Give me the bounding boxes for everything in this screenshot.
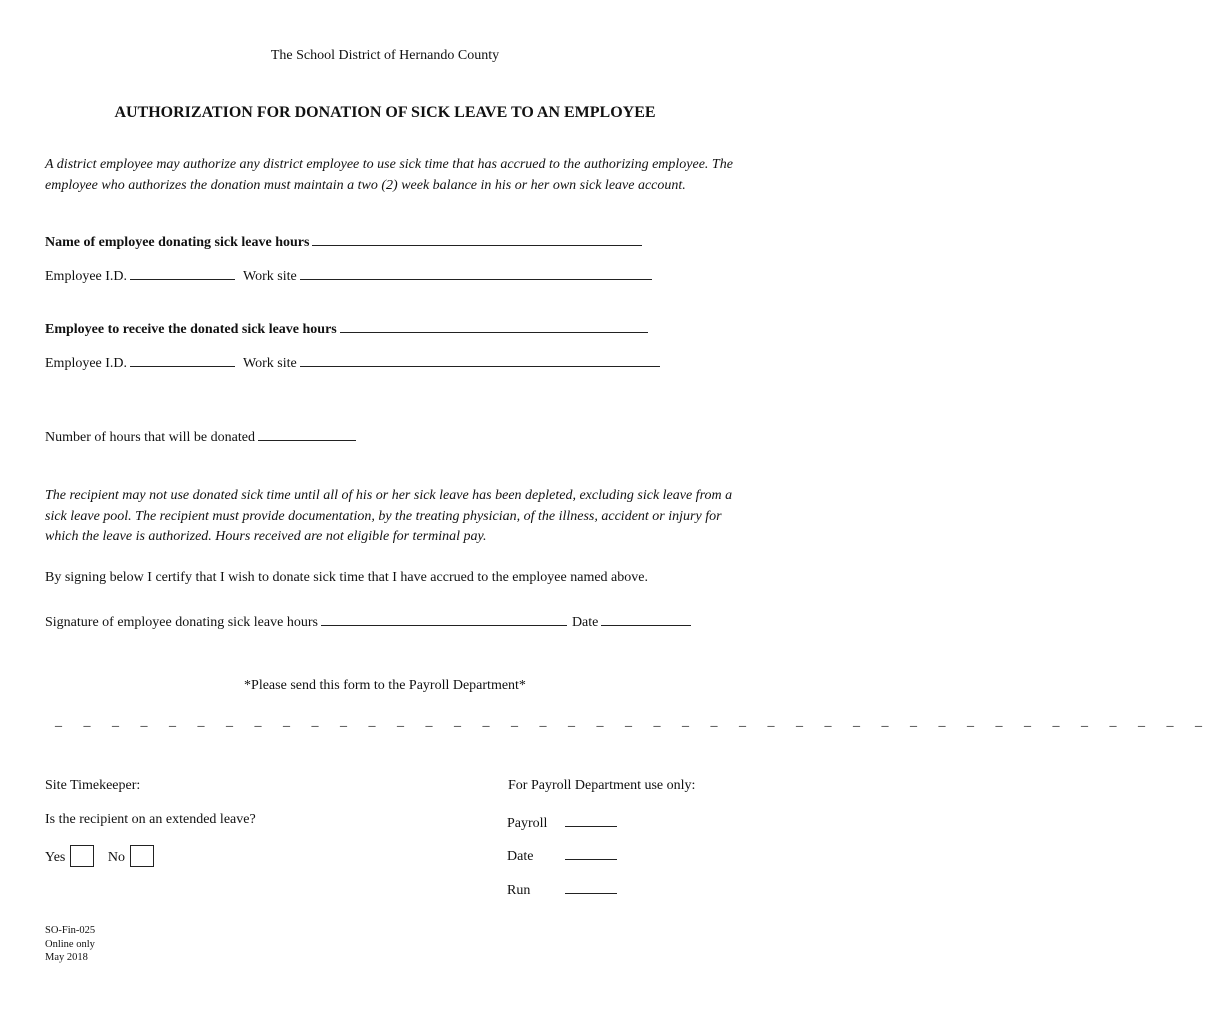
recipient-id-field[interactable] xyxy=(130,352,235,367)
recipient-id-row xyxy=(45,352,660,372)
hours-row xyxy=(45,426,356,446)
recipient-name-field[interactable] xyxy=(340,318,648,333)
donor-name-row xyxy=(45,231,642,251)
signature-date-label: Date xyxy=(571,615,599,630)
recipient-id-label: Employee I.D. xyxy=(45,356,128,371)
payroll-run-field[interactable] xyxy=(565,879,617,894)
no-checkbox[interactable] xyxy=(130,845,154,867)
recipient-name-row xyxy=(45,318,648,338)
donor-name-label: Name of employee donating sick leave hours xyxy=(45,235,310,250)
recipient-name-label: Employee to receive the donated sick leave hours xyxy=(45,322,337,337)
extended-leave-options xyxy=(45,845,155,867)
yes-checkbox[interactable] xyxy=(70,845,94,867)
availability-note: Online only xyxy=(45,938,95,950)
district-name: The School District of Hernando County xyxy=(270,48,500,63)
yes-label: Yes xyxy=(45,850,66,865)
revision-date: May 2018 xyxy=(45,952,88,963)
donor-worksite-label: Work site xyxy=(243,269,297,284)
donor-worksite-field[interactable] xyxy=(300,265,652,280)
hours-label: Number of hours that will be donated xyxy=(45,430,255,445)
payroll-field[interactable] xyxy=(565,812,617,827)
payroll-date-row xyxy=(507,845,617,865)
signature-field[interactable] xyxy=(321,611,567,626)
signature-label: Signature of employee donating sick leave hours xyxy=(45,615,318,630)
payroll-run-label: Run xyxy=(507,883,531,898)
hours-field[interactable] xyxy=(258,426,356,441)
donor-id-row xyxy=(45,265,652,285)
payroll-run-row xyxy=(507,879,617,899)
form-number: SO-Fin-025 xyxy=(45,925,96,936)
payroll-date-field[interactable] xyxy=(565,845,617,860)
signature-row xyxy=(45,611,691,631)
timekeeper-heading: Site Timekeeper: xyxy=(45,778,141,793)
donor-id-label: Employee I.D. xyxy=(45,269,128,284)
recipient-worksite-field[interactable] xyxy=(300,352,660,367)
form-footer xyxy=(45,924,95,965)
payroll-heading: For Payroll Department use only: xyxy=(508,778,696,793)
certify-statement: By signing below I certify that I wish to donate sick time that I have accrued to the employee named above. xyxy=(45,570,648,585)
send-note: *Please send this form to the Payroll Department* xyxy=(244,678,526,693)
recipient-worksite-label: Work site xyxy=(243,356,297,371)
extended-leave-question: Is the recipient on an extended leave? xyxy=(45,812,256,827)
donor-id-field[interactable] xyxy=(130,265,235,280)
intro-paragraph: A district employee may authorize any district employee to use sick time that has accrued to the authorizing employee. The employee who authorizes the donation must maintain a two (2) week balance in his or her own sick leave account. xyxy=(45,157,733,193)
recipient-note-paragraph: The recipient may not use donated sick time until all of his or her sick leave has been depleted, excluding sick leave from a sick leave pool. The recipient must provide documentation, by the treating physician, of the illness, accident or injury for which the leave is authorized. Hours received are not eligible for terminal pay. xyxy=(45,488,733,544)
payroll-date-label: Date xyxy=(507,849,534,864)
donor-name-field[interactable] xyxy=(312,231,642,246)
form-title: AUTHORIZATION FOR DONATION OF SICK LEAVE TO AN EMPLOYEE xyxy=(114,104,656,121)
no-label: No xyxy=(107,850,125,865)
cut-line-separator: _ _ _ _ _ _ _ _ _ _ _ _ _ _ _ _ _ _ _ _ _ _ _ _ _ _ _ _ _ _ _ _ _ _ _ _ _ _ _ _ _ xyxy=(55,714,1211,729)
signature-date-field[interactable] xyxy=(601,611,691,626)
payroll-label: Payroll xyxy=(507,816,548,831)
payroll-row xyxy=(507,812,617,832)
